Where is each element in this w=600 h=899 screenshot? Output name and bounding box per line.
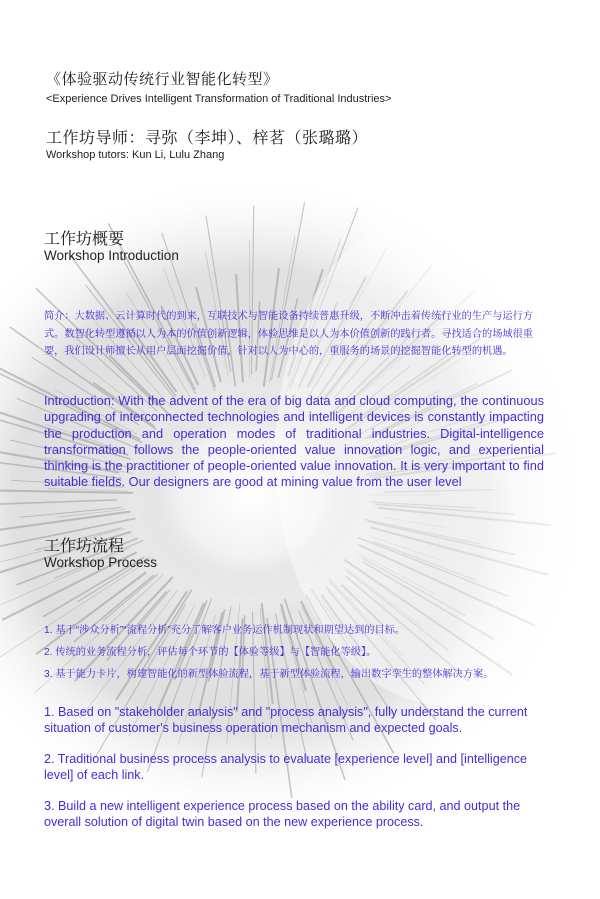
tutors-english: Workshop tutors: Kun Li, Lulu Zhang [46,149,225,161]
process-step-en-3: 3. Build a new intelligent experience process based on the ability card, and output the overall solution of digital twin based on the new experience process. [44,798,521,830]
introduction-body-english: Introduction: With the advent of the era of big data and cloud computing, the continuous upgrading of interconnected technologies and intelligent devices is constantly impacting the production and operation modes of traditional industries. Digital-intelligence transformation follows the people-oriented value innovation logic, and experiential thinking is the practitioner of people-oriented value innovation. It is very important to find suitable fields. Our designers are good at mining value from the user level [44,393,544,490]
process-step-cn-2: 2. 传统的业务流程分析，评估每个环节的【体验等级】与【智能化等级】。 [44,647,377,658]
process-step-cn-1: 1. 基于“涉众分析”“流程分析”充分了解客户业务运作机制现状和期望达到的目标。 [44,625,406,636]
process-step-cn-3: 3. 基于能力卡片，构建智能化的新型体验流程，基于新型体验流程，输出数字孪生的整体解决方案。 [44,669,494,680]
process-steps-english [44,704,550,844]
event-title-english: <Experience Drives Intelligent Transformation of Traditional Industries> [46,93,392,105]
event-title-chinese: 《体验驱动传统行业智能化转型》 [46,71,279,88]
process-step-en-1: 1. Based on "stakeholder analysis" and "process analysis", fully understand the current situation of customer's business operation mechanism and expected goals. [44,705,528,736]
introduction-heading-english: Workshop Introduction [44,248,179,263]
process-step-en-2: 2. Traditional business process analysis to evaluate [experience level] and [intelligence level] of each link. [44,751,528,783]
introduction-body-chinese: 简介：大数据、云计算时代的到来，互联技术与智能设备持续普惠升级，不断冲击着传统行业的生产与运行方式。数智化转型遵循以人为本的价值创新逻辑，体验思维是以人为本价值创新的践行者。寻找适合的场域很重要，我们设计师擅长从用户层面挖掘价值，针对以人为中心的，重服务的场景的挖掘智能化转型的机遇。 [44,311,533,357]
process-steps-chinese [44,620,554,686]
process-heading-english: Workshop Process [44,555,158,570]
introduction-heading-chinese: 工作坊概要 [44,231,125,248]
tutors-chinese: 工作坊导师：寻弥（李坤）、梓茗（张璐璐） [46,130,369,147]
process-heading-chinese: 工作坊流程 [44,538,125,555]
